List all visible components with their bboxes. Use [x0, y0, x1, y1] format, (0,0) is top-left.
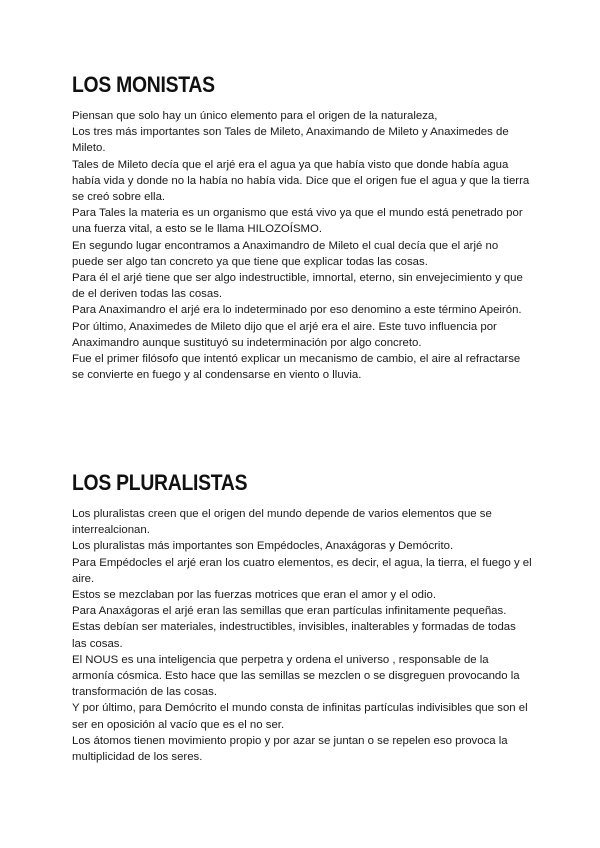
paragraph: Para Anaxágoras el arjé eran las semillas que eran partículas infinitamente pequeñas. Estas debían ser materiales, indestructibles, invisibles, inalterables y formadas de todas las cosas. [72, 605, 516, 650]
paragraph: Los átomos tienen movimiento propio y por azar se juntan o se repelen eso provoca la multiplicidad de los seres. [72, 734, 508, 764]
paragraph: Los pluralistas más importantes son Empédocles, Anaxágoras y Demócrito. [72, 540, 454, 553]
section-heading: LOS MONISTAS [72, 72, 215, 97]
paragraph: En segundo lugar encontramos a Anaximandro de Mileto el cual decía que el arjé no puede ser algo tan concreto ya que tiene que explicar todas las cosas. [72, 239, 499, 268]
paragraph: Los tres más importantes son Tales de Mileto, Anaximando de Mileto y Anaximedes de Mileto. [72, 126, 509, 155]
section-pluralistas [72, 470, 532, 765]
paragraph: Para Empédocles el arjé eran los cuatro elementos, es decir, el agua, la tierra, el fuego y el aire. [72, 556, 532, 585]
paragraph: Para Anaximandro el arjé era lo indeterminado por eso denomino a este término Apeirón. [72, 304, 522, 317]
paragraph: Los pluralistas creen que el origen del mundo depende de varios elementos que se interrealcionan. [72, 508, 492, 537]
paragraph: El NOUS es una inteligencia que perpetra y ordena el universo , responsable de la armonía cósmica. Esto hace que las semillas se mezclen o se disgreguen provocando la transformación de las cosas. [72, 653, 520, 699]
paragraph: Fue el primer filósofo que intentó explicar un mecanismo de cambio, el aire al refractarse se convierte en fuego y al condensarse en viento o lluvia. [72, 353, 521, 382]
paragraph: Por último, Anaximedes de Mileto dijo que el arjé era el aire. Este tuvo influencia por Anaximandro aunque sustituyó su indeterminación por algo concreto. [72, 320, 497, 349]
paragraph: Para Tales la materia es un organismo que está vivo ya que el mundo está penetrado por una fuerza vital, a esto se le llama HILOZOÍSMO. [72, 207, 523, 236]
section-heading: LOS PLURALISTAS [72, 470, 248, 495]
paragraph: Piensan que solo hay un único elemento para el origen de la naturaleza, [72, 110, 438, 122]
section-monistas [72, 72, 532, 383]
paragraph: Tales de Mileto decía que el arjé era el agua ya que había visto que donde había agua había vida y donde no la había no había vida. Dice que el origen fue el agua y que la tierra se creó sobre ella. [72, 158, 530, 204]
paragraph: Y por último, para Demócrito el mundo consta de infinitas partículas indivisibles que son el ser en oposición al vacío que es el no ser. [72, 702, 528, 731]
paragraph: Para él el arjé tiene que ser algo indestructible, imnortal, eterno, sin envejecimiento y que de el deriven todas las cosas. [72, 272, 523, 301]
paragraph: Estos se mezclaban por las fuerzas motrices que eran el amor y el odio. [72, 589, 437, 602]
